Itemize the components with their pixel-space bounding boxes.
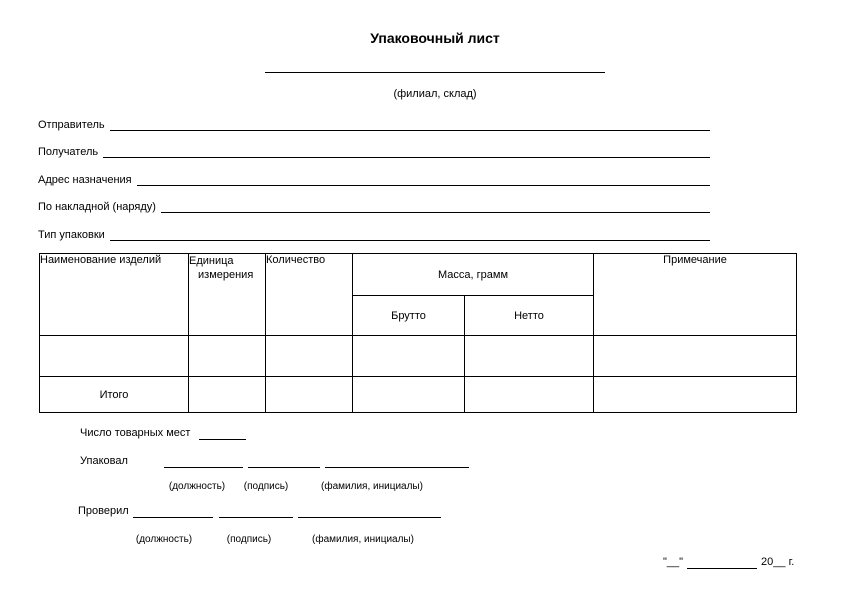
packing-table [39, 253, 797, 413]
branch-warehouse-hint: (филиал, склад) [393, 88, 477, 100]
packed-name-blank-line [325, 467, 469, 468]
field-sender [38, 104, 710, 132]
cell-gross-empty [353, 336, 465, 377]
col-header-quantity: Количество [266, 254, 353, 336]
col-header-mass-group: Масса, грамм [353, 254, 594, 296]
field-recipient-label: Получатель [38, 146, 99, 158]
field-destination-address-blank-line [137, 185, 710, 186]
checked-by-label: Проверил [78, 505, 129, 517]
packed-signature-blank-line [248, 467, 320, 468]
col-header-unit [189, 254, 266, 336]
date-row [663, 556, 794, 569]
cell-total-unit-empty [189, 377, 266, 413]
packed-signature-hint: (подпись) [243, 481, 289, 492]
field-sender-label: Отправитель [38, 118, 105, 131]
packed-by-row [80, 455, 469, 468]
checked-signature-hint: (подпись) [226, 534, 272, 545]
col-header-item-name: Наименование изделий [40, 254, 189, 336]
cell-quantity-empty [266, 336, 353, 377]
field-sender-blank-line [110, 130, 710, 131]
date-year: 20__ г. [761, 556, 795, 568]
date-day-quotes: "__" [663, 556, 684, 568]
cell-total-net-empty [465, 377, 594, 413]
checked-name-hint: (фамилия, инициалы) [312, 534, 414, 545]
packed-position-blank-line [164, 467, 243, 468]
checked-name-blank-line [298, 517, 441, 518]
packages-count-blank-line [199, 439, 246, 440]
cell-unit-empty [189, 336, 266, 377]
col-header-note: Примечание [594, 254, 797, 336]
checked-position-hint: (должность) [135, 534, 193, 545]
cell-net-empty [465, 336, 594, 377]
cell-item-name-empty [40, 336, 189, 377]
field-waybill [38, 187, 710, 215]
cell-total-gross-empty [353, 377, 465, 413]
branch-blank-line [265, 72, 605, 73]
cell-total-note-empty [594, 377, 797, 413]
packed-name-hint: (фамилия, инициалы) [321, 481, 423, 492]
col-header-net: Нетто [465, 296, 594, 336]
packed-by-label: Упаковал [80, 455, 128, 467]
date-month-blank-line [687, 568, 757, 569]
field-recipient [38, 132, 710, 160]
field-package-type-label: Тип упаковки [38, 228, 105, 241]
checked-by-row [78, 505, 441, 518]
field-waybill-blank-line [161, 212, 710, 213]
document-title: Упаковочный лист [370, 30, 500, 46]
packed-position-hint: (должность) [168, 481, 226, 492]
table-row-empty [40, 336, 797, 377]
cell-total-label: Итого [40, 377, 189, 413]
field-waybill-label: По накладной (наряду) [38, 201, 156, 213]
col-header-unit-line2: измерения [198, 269, 254, 281]
packages-count-row [80, 427, 246, 440]
field-recipient-blank-line [103, 157, 710, 158]
field-package-type-blank-line [110, 240, 710, 241]
checked-position-blank-line [133, 517, 213, 518]
cell-note-empty [594, 336, 797, 377]
col-header-unit-line1: Единица [189, 255, 234, 267]
packages-count-label: Число товарных мест [80, 427, 191, 439]
field-destination-address [38, 159, 710, 187]
checked-signature-blank-line [219, 517, 293, 518]
field-destination-address-label: Адрес назначения [38, 173, 132, 186]
table-row-total [40, 377, 797, 413]
address-fields [38, 104, 710, 242]
cell-total-quantity-empty [266, 377, 353, 413]
col-header-gross: Брутто [353, 296, 465, 336]
document-header [265, 30, 605, 100]
field-package-type [38, 214, 710, 242]
